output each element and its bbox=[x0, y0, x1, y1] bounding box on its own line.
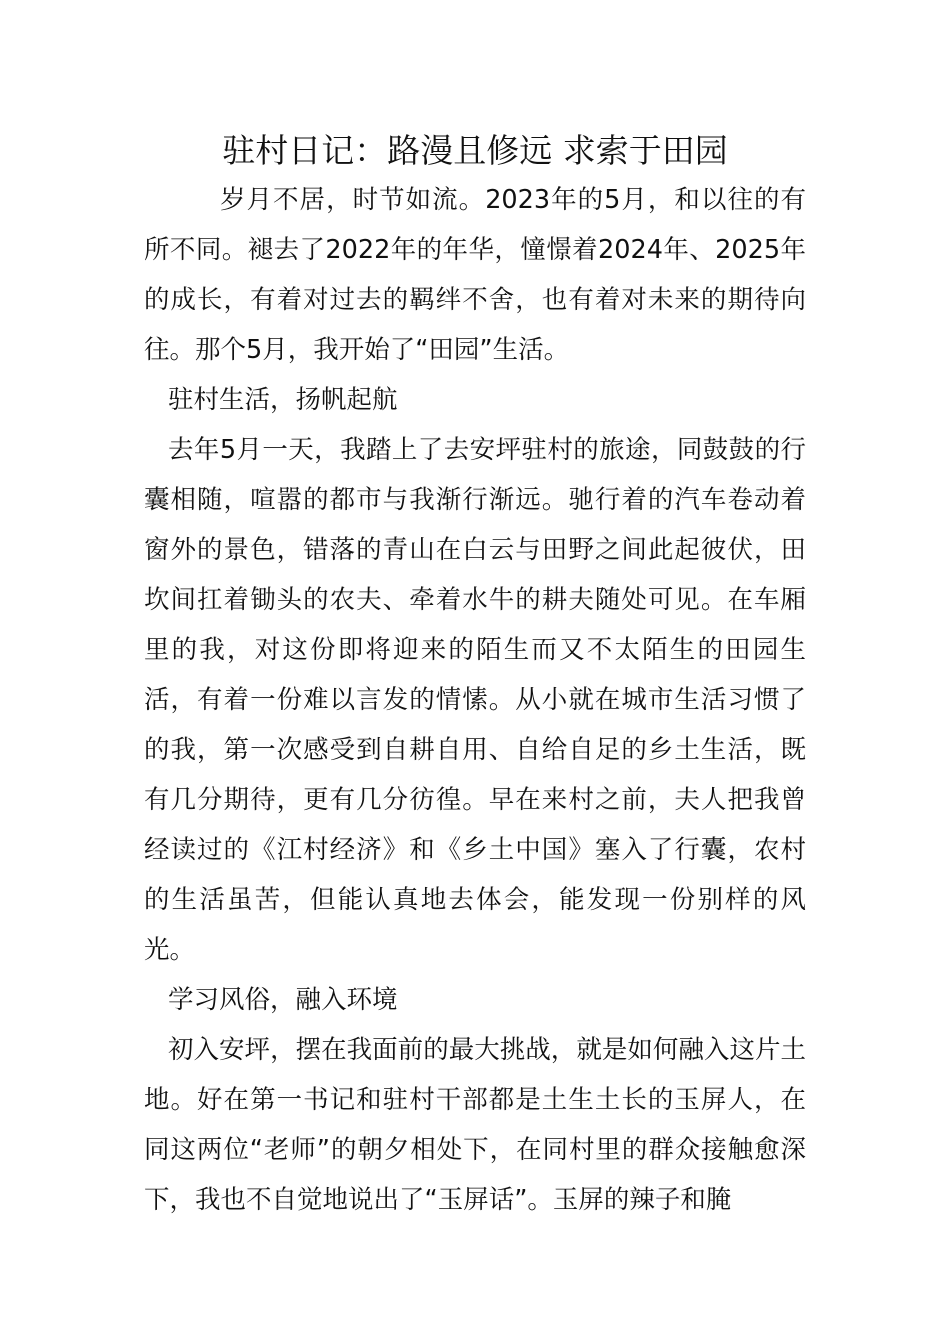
document-body bbox=[144, 175, 806, 1225]
paragraph-journey: 去年5月一天，我踏上了去安坪驻村的旅途，同鼓鼓的行囊相随，喧嚣的都市与我渐行渐远。驰行着的汽车卷动着窗外的景色，错落的青山在白云与田野之间此起彼伏，田坎间扛着锄头的农夫、牵着水牛的耕夫随处可见。在车厢里的我，对这份即将迎来的陌生而又不太陌生的田园生活，有着一份难以言发的情愫。从小就在城市生活习惯了的我，第一次感受到自耕自用、自给自足的乡土生活，既有几分期待，更有几分彷徨。早在来村之前，夫人把我曾经读过的《江村经济》和《乡土中国》塞入了行囊，农村的生活虽苦，但能认真地去体会，能发现一份别样的风光。 bbox=[144, 435, 806, 965]
section-heading-village-life: 驻村生活，扬帆起航 bbox=[168, 385, 398, 415]
section-heading-customs: 学习风俗，融入环境 bbox=[168, 985, 398, 1015]
document-title: 驻村日记：路漫且修远 求索于田园 bbox=[222, 131, 728, 170]
paragraph-intro: 岁月不居，时节如流。2023年的5月，和以往的有所不同。褪去了2022年的年华，憧憬着2024年、2025年的成长，有着对过去的羁绊不舍，也有着对未来的期待向往。那个5月，我开始了“田园”生活。 bbox=[144, 185, 806, 365]
paragraph-integration: 初入安坪，摆在我面前的最大挑战，就是如何融入这片土地。好在第一书记和驻村干部都是土生土长的玉屏人，在同这两位“老师”的朝夕相处下，在同村里的群众接触愈深下，我也不自觉地说出了“玉屏话”。玉屏的辣子和腌 bbox=[144, 1035, 806, 1215]
